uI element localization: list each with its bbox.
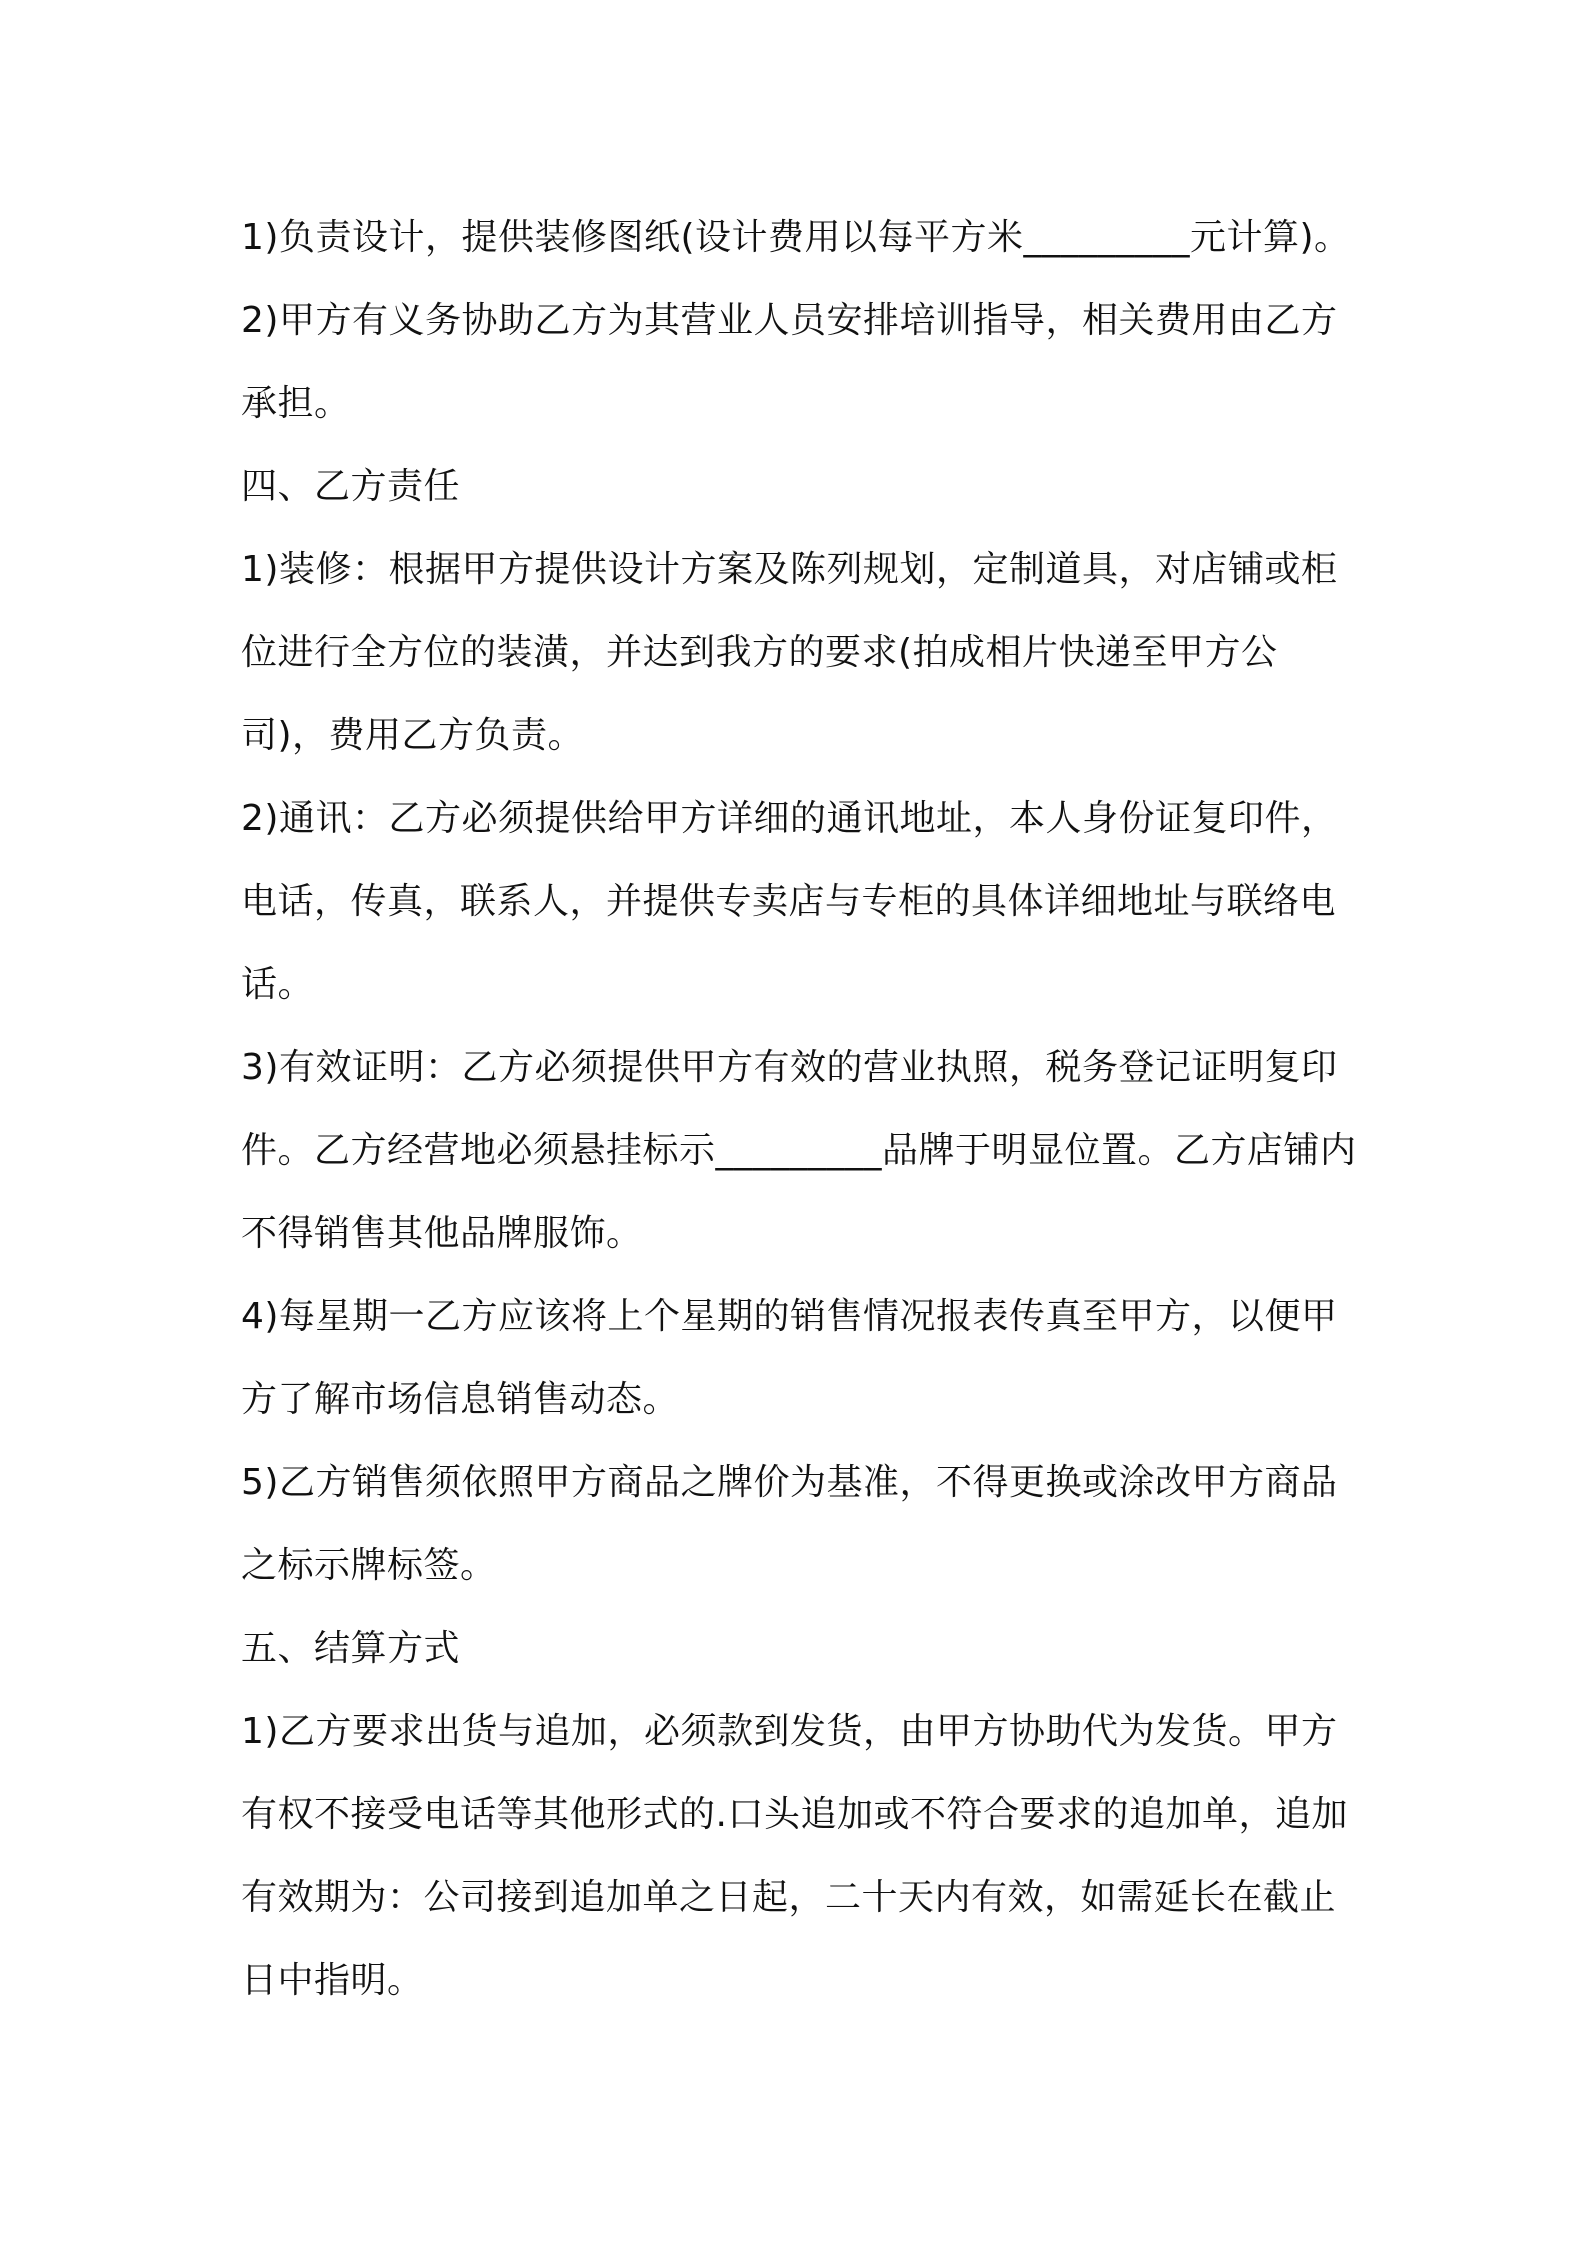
document-body <box>241 196 1361 2022</box>
clause-weekly-report: 4)每星期一乙方应该将上个星期的销售情况报表传真至甲方，以便甲方了解市场信息销售动态。 <box>241 1296 1338 1420</box>
clause-valid-certificates: 3)有效证明：乙方必须提供甲方有效的营业执照，税务登记证明复印件。乙方经营地必须悬挂标示_________品牌于明显位置。乙方店铺内不得销售其他品牌服饰。 <box>241 1047 1357 1254</box>
clause-communication: 2)通讯：乙方必须提供给甲方详细的通讯地址，本人身份证复印件，电话，传真，联系人，并提供专卖店与专柜的具体详细地址与联络电话。 <box>241 798 1338 1005</box>
clause-price-tags: 5)乙方销售须依照甲方商品之牌价为基准，不得更换或涂改甲方商品之标示牌标签。 <box>241 1462 1338 1586</box>
clause-design-drawings: 1)负责设计，提供装修图纸(设计费用以每平方米_________元计算)。 <box>241 217 1351 258</box>
clause-decoration: 1)装修：根据甲方提供设计方案及陈列规划，定制道具，对店铺或柜位进行全方位的装潢，并达到我方的要求(拍成相片快递至甲方公司)，费用乙方负责。 <box>241 549 1338 756</box>
section-heading-party-b-duties: 四、乙方责任 <box>241 466 461 507</box>
clause-training-support: 2)甲方有义务协助乙方为其营业人员安排培训指导，相关费用由乙方承担。 <box>241 300 1338 424</box>
clause-orders-shipping: 1)乙方要求出货与追加，必须款到发货，由甲方协助代为发货。甲方有权不接受电话等其他形式的.口头追加或不符合要求的追加单，追加有效期为：公司接到追加单之日起，二十天内有效，如需延长在截止日中指明。 <box>241 1711 1348 2001</box>
section-heading-settlement: 五、结算方式 <box>241 1628 461 1669</box>
